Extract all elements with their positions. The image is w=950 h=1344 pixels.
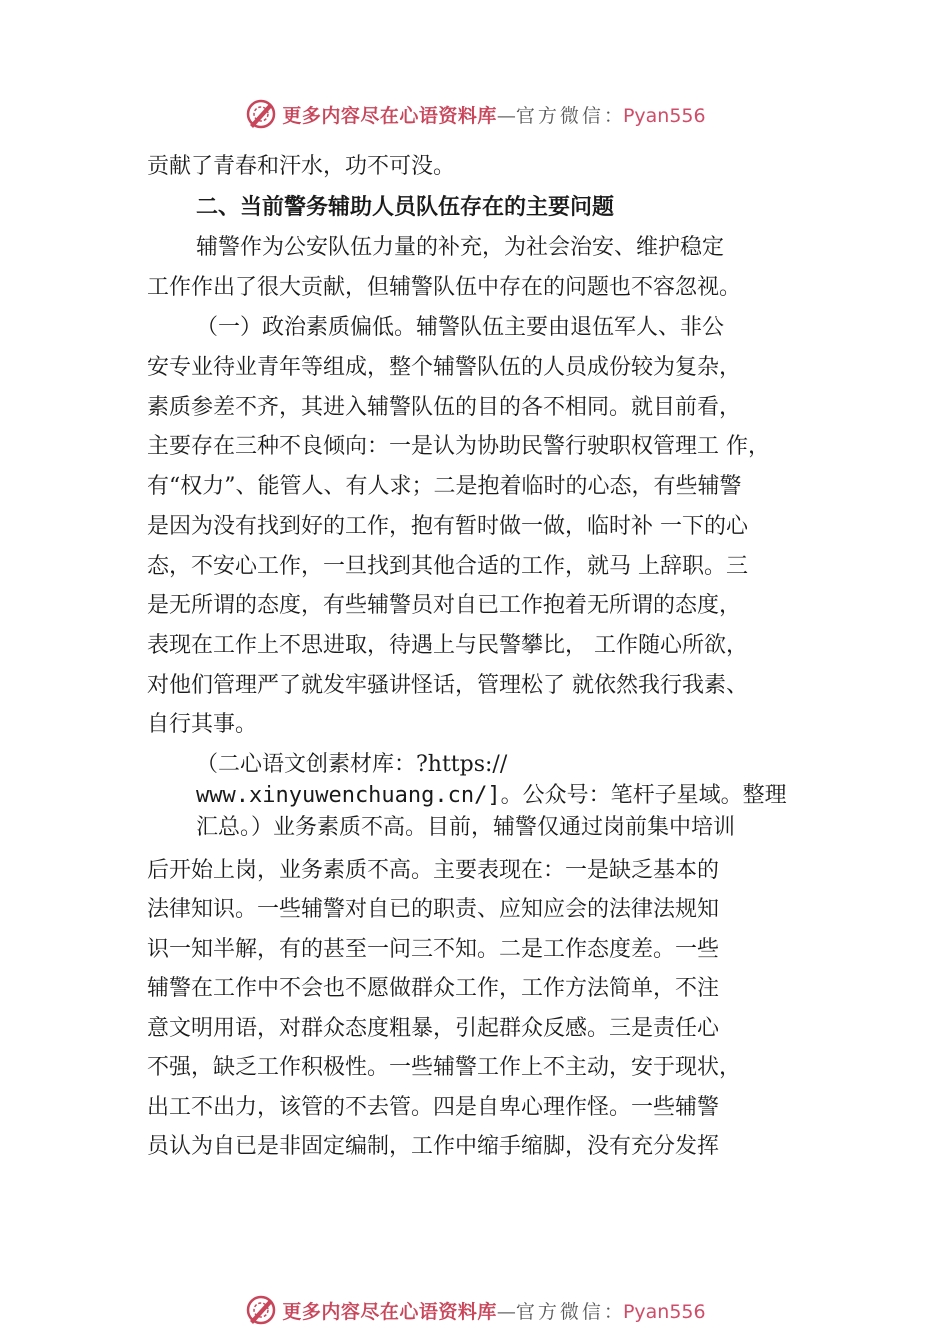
banner-red-text: 更多内容尽在心语资料库 [282,1300,497,1323]
banner-gray-text: 官方微信 [515,104,604,127]
text-line: （一）政治素质偏低。辅警队伍主要由退伍军人、非公 [196,315,725,340]
banner-gray-text: 官方微信 [515,1300,604,1323]
banner-wechat-id: Pyan556 [622,104,706,127]
text-line: 是因为没有找到好的工作，抱有暂时做一做，临时补 一下的心 [147,514,748,539]
text-line: 素质参差不齐，其进入辅警队伍的目的各不相同。就目前看， [147,395,742,420]
text-line: 对他们管理严了就发牢骚讲怪话，管理松了 就依然我行我素、 [147,673,748,698]
logo-icon [244,1293,278,1327]
footer-banner [0,1290,950,1330]
text-line: 员认为自已是非固定编制，工作中缩手缩脚，没有充分发挥 [147,1134,720,1159]
text-line: 是无所谓的态度，有些辅警员对自已工作抱着无所谓的态度， [147,593,742,618]
banner-colon: ： [603,1300,623,1323]
header-banner [0,94,950,134]
text-line: 后开始上岗，业务素质不高。主要表现在：一是缺乏基本的 [147,858,720,883]
banner-red-text: 更多内容尽在心语资料库 [282,104,497,127]
banner-dash: — [496,104,516,127]
text-line: 自行其事。 [147,712,258,737]
banner-colon: ： [603,104,623,127]
text-line: 态，不安心工作，一旦找到其他合适的工作，就马 上辞职。三 [147,554,748,579]
section-heading: 二、当前警务辅助人员队伍存在的主要问题 [196,195,615,220]
text-line-url: www.xinyuwenchuang.cn/]。公众号：笔杆子星域。整理 [196,783,787,808]
text-line: 有“权力”、能管人、有人求；二是抱着临时的心态，有些辅警 [147,474,742,499]
banner-wechat-id: Pyan556 [622,1300,706,1323]
text-line: 意文明用语，对群众态度粗暴，引起群众反感。三是责任心 [147,1016,720,1041]
banner-dash: — [496,1300,516,1323]
text-line: 法律知识。一些辅警对自已的职责、应知应会的法律法规知 [147,897,720,922]
text-line: 出工不出力，该管的不去管。四是自卑心理作怪。一些辅警 [147,1095,720,1120]
text-line: 主要存在三种不良倾向：一是认为协助民警行驶职权管理工 作， [147,434,770,459]
text-line: 表现在工作上不思进取，待遇上与民警攀比， 工作随心所欲， [147,633,748,658]
logo-icon [244,97,278,131]
text-line: 工作作出了很大贡献，但辅警队伍中存在的问题也不容忽视。 [147,275,742,300]
banner-text [282,101,705,128]
text-line: 汇总。）业务素质不高。目前，辅警仅通过岗前集中培训 [196,815,736,840]
text-line: 不强，缺乏工作积极性。一些辅警工作上不主动，安于现状， [147,1055,742,1080]
text-line: 辅警作为公安队伍力量的补充，为社会治安、维护稳定 [196,235,725,260]
text-line: 辅警在工作中不会也不愿做群众工作，工作方法简单，不注 [147,976,720,1001]
text-line: 识一知半解，有的甚至一问三不知。二是工作态度差。一些 [147,937,720,962]
text-line: （二心语文创素材库：?https:// [196,752,508,777]
text-line: 贡献了青春和汗水，功不可没。 [147,154,456,179]
banner-text [282,1297,705,1324]
text-line: 安专业待业青年等组成，整个辅警队伍的人员成份较为复杂， [147,355,742,380]
